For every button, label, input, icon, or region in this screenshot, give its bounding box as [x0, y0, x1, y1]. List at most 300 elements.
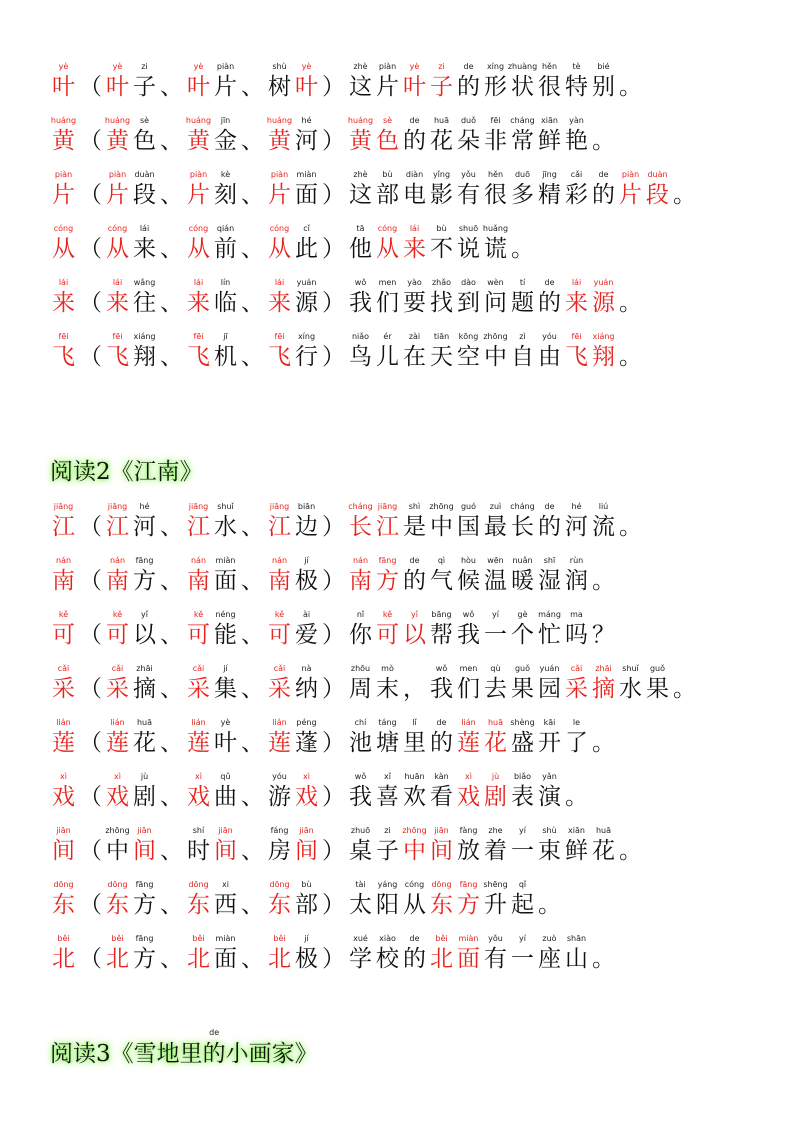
pinyin: duǒ — [460, 116, 477, 125]
char — [212, 663, 239, 704]
pinyin: hěn — [541, 62, 558, 71]
pinyin: hé — [139, 502, 150, 511]
hanzi: 方 — [133, 892, 156, 918]
pinyin: qì — [437, 556, 446, 565]
char — [374, 61, 401, 102]
pinyin: fāng — [135, 556, 154, 565]
hanzi: 一 — [511, 946, 534, 972]
pinyin: huā — [433, 116, 450, 125]
title-hanzi: 读 — [73, 1041, 96, 1067]
pinyin: wǒ — [462, 610, 475, 619]
hanzi: 色 — [376, 128, 399, 154]
highlighted-char — [266, 933, 293, 974]
char — [401, 501, 428, 542]
vocab-line — [50, 866, 698, 920]
highlighted-char — [104, 555, 131, 596]
pinyin: lián — [461, 718, 476, 727]
title-hanzi: 家 — [271, 1041, 295, 1067]
char — [131, 501, 158, 542]
char — [509, 61, 536, 102]
pinyin: huā — [595, 826, 612, 835]
pinyin: zhōu — [350, 664, 371, 673]
hanzi: 形 — [484, 74, 507, 100]
char — [131, 277, 158, 318]
hanzi: ， — [403, 676, 426, 702]
hanzi: 儿 — [376, 344, 399, 370]
pinyin: ài — [302, 610, 311, 619]
hanzi: 、 — [241, 892, 264, 918]
hanzi: 花 — [133, 730, 156, 756]
punctuation — [239, 879, 266, 920]
char — [131, 61, 158, 102]
hanzi: 有 — [484, 946, 507, 972]
pinyin: sè — [139, 116, 150, 125]
char — [212, 169, 239, 210]
pinyin: dōng — [53, 880, 74, 889]
title-char — [134, 445, 157, 488]
hanzi: 江 — [52, 514, 75, 540]
hanzi: （ — [79, 128, 102, 154]
pinyin: guó — [460, 502, 477, 511]
pinyin: nán — [190, 556, 207, 565]
pinyin: wǎng — [133, 278, 156, 287]
punctuation — [239, 825, 266, 866]
char — [428, 717, 455, 758]
highlighted-char — [590, 277, 617, 318]
pinyin: le — [572, 718, 581, 727]
char — [347, 663, 374, 704]
hanzi: 自 — [511, 344, 534, 370]
hanzi: 水 — [214, 514, 237, 540]
pinyin: hé — [571, 502, 582, 511]
hanzi: 多 — [511, 182, 534, 208]
char — [212, 223, 239, 264]
hanzi: 南 — [268, 568, 291, 594]
title-hanzi: 南 — [156, 459, 180, 485]
highlighted-char — [185, 609, 212, 650]
pinyin: miàn — [458, 934, 479, 943]
pinyin: zhuàng — [507, 62, 538, 71]
char — [293, 115, 320, 156]
pinyin: péng — [296, 718, 317, 727]
char — [590, 825, 617, 866]
highlighted-char — [185, 771, 212, 812]
hanzi: 部 — [376, 182, 399, 208]
punctuation — [320, 933, 347, 974]
pinyin: lái — [139, 224, 150, 233]
hanzi: 可 — [52, 622, 75, 648]
hanzi: 莲 — [52, 730, 75, 756]
highlighted-char — [293, 771, 320, 812]
pinyin: lái — [409, 224, 420, 233]
punctuation — [239, 717, 266, 758]
pinyin: jiān — [299, 826, 314, 835]
pinyin: nuǎn — [512, 556, 533, 565]
pinyin: bāng — [431, 610, 452, 619]
hanzi: 片 — [187, 182, 210, 208]
pinyin: cháng — [510, 116, 535, 125]
title-hanzi: 3 — [96, 1041, 111, 1067]
hanzi: 常 — [511, 128, 534, 154]
pinyin: ér — [383, 332, 392, 341]
punctuation — [320, 277, 347, 318]
punctuation — [320, 115, 347, 156]
pinyin: fēi — [490, 116, 501, 125]
char — [293, 879, 320, 920]
highlighted-char — [293, 61, 320, 102]
hanzi: 花 — [484, 730, 507, 756]
hanzi: 的 — [403, 946, 426, 972]
pinyin: de — [409, 116, 420, 125]
pinyin: dōng — [188, 880, 209, 889]
pinyin: qǐ — [518, 880, 527, 889]
punctuation — [320, 61, 347, 102]
hanzi: 方 — [376, 568, 399, 594]
char — [428, 555, 455, 596]
pinyin: liú — [598, 502, 609, 511]
hanzi: 戏 — [52, 784, 75, 810]
pinyin: qù — [490, 664, 501, 673]
punctuation — [77, 555, 104, 596]
pinyin: dōng — [269, 880, 290, 889]
hanzi: 演 — [538, 784, 561, 810]
pinyin: yè — [112, 62, 123, 71]
vocab-line — [50, 650, 698, 704]
char — [293, 169, 320, 210]
hanzi: 摘 — [592, 676, 615, 702]
pinyin: kōng — [458, 332, 479, 341]
title-char — [272, 1027, 295, 1070]
char — [428, 771, 455, 812]
highlighted-char — [455, 933, 482, 974]
pinyin: cóng — [404, 880, 425, 889]
punctuation — [77, 169, 104, 210]
char — [347, 609, 374, 650]
char — [509, 933, 536, 974]
hanzi: 长 — [349, 514, 372, 540]
highlighted-char — [131, 825, 158, 866]
highlighted-char — [185, 115, 212, 156]
hanzi: 源 — [592, 290, 615, 316]
punctuation — [77, 61, 104, 102]
hanzi: 行 — [295, 344, 318, 370]
char — [374, 331, 401, 372]
punctuation — [158, 879, 185, 920]
punctuation — [320, 771, 347, 812]
title-char — [73, 1027, 96, 1070]
highlighted-char — [455, 771, 482, 812]
hanzi: 从 — [376, 236, 399, 262]
pinyin: fēi — [193, 332, 204, 341]
char — [293, 933, 320, 974]
char — [347, 771, 374, 812]
punctuation — [671, 663, 698, 704]
char — [401, 277, 428, 318]
char — [347, 61, 374, 102]
char — [428, 501, 455, 542]
hanzi: ） — [322, 514, 345, 540]
vocab-line — [50, 264, 698, 318]
hanzi: 、 — [160, 514, 183, 540]
char — [590, 501, 617, 542]
pinyin: shèng — [510, 718, 535, 727]
pinyin: tài — [355, 880, 366, 889]
punctuation — [77, 663, 104, 704]
hanzi: ？ — [592, 622, 615, 648]
pinyin: xi — [222, 880, 229, 889]
hanzi: 国 — [457, 514, 480, 540]
highlighted-char — [104, 223, 131, 264]
highlighted-char — [185, 879, 212, 920]
title-char — [226, 1027, 249, 1070]
char — [563, 555, 590, 596]
pinyin: běi — [57, 934, 70, 943]
pinyin: piàn — [378, 62, 397, 71]
hanzi: 叶 — [403, 74, 426, 100]
hanzi: 。 — [592, 730, 615, 756]
hanzi: 摘 — [133, 676, 156, 702]
hanzi: 集 — [214, 676, 237, 702]
title-char — [50, 1027, 73, 1070]
pinyin: rùn — [569, 556, 584, 565]
char — [482, 501, 509, 542]
pinyin: zhāi — [595, 664, 612, 673]
pinyin: zhōng — [483, 332, 508, 341]
hanzi: 的 — [538, 514, 561, 540]
char — [509, 331, 536, 372]
pinyin: zi — [141, 62, 148, 71]
char — [590, 61, 617, 102]
vocab-line — [50, 318, 698, 372]
pinyin: yè — [409, 62, 420, 71]
pinyin: xiáng — [133, 332, 156, 341]
highlighted-char — [185, 277, 212, 318]
char — [509, 771, 536, 812]
pinyin: jí — [223, 664, 228, 673]
pinyin: jiān — [137, 826, 152, 835]
char — [563, 609, 590, 650]
pinyin: lín — [220, 278, 231, 287]
char — [347, 169, 374, 210]
pinyin: bié — [597, 62, 610, 71]
punctuation — [239, 169, 266, 210]
vocab-line — [50, 48, 698, 102]
punctuation — [536, 879, 563, 920]
char — [536, 169, 563, 210]
hanzi: 鸟 — [349, 344, 372, 370]
pinyin: jiāng — [377, 502, 398, 511]
hanzi: 北 — [430, 946, 453, 972]
highlighted-char — [374, 609, 401, 650]
hanzi: 这 — [349, 74, 372, 100]
highlighted-char — [266, 555, 293, 596]
hanzi: 从 — [268, 236, 291, 262]
hanzi: 座 — [538, 946, 561, 972]
hanzi: 的 — [457, 74, 480, 100]
pinyin: wǒ — [354, 772, 367, 781]
hanzi: 南 — [187, 568, 210, 594]
section-title — [50, 1022, 318, 1070]
highlighted-char — [104, 501, 131, 542]
punctuation — [590, 555, 617, 596]
pinyin: zhe — [488, 826, 503, 835]
highlighted-char — [50, 771, 77, 812]
char — [212, 879, 239, 920]
hanzi: 源 — [295, 290, 318, 316]
pinyin: hòu — [460, 556, 477, 565]
hanzi: 湿 — [538, 568, 561, 594]
char — [536, 555, 563, 596]
pinyin: zì — [519, 332, 526, 341]
hanzi: 花 — [592, 838, 615, 864]
hanzi: 表 — [511, 784, 534, 810]
highlighted-char — [563, 663, 590, 704]
pinyin: yǐ — [141, 610, 148, 619]
hanzi: 起 — [511, 892, 534, 918]
hanzi: 剧 — [484, 784, 507, 810]
char — [428, 663, 455, 704]
char — [131, 609, 158, 650]
highlighted-char — [428, 933, 455, 974]
hanzi: 暖 — [511, 568, 534, 594]
hanzi: 、 — [241, 946, 264, 972]
pinyin: cǎi — [192, 664, 205, 673]
hanzi: （ — [79, 514, 102, 540]
punctuation — [617, 277, 644, 318]
punctuation — [158, 331, 185, 372]
hanzi: 别 — [592, 74, 615, 100]
hanzi: ） — [322, 730, 345, 756]
punctuation — [320, 717, 347, 758]
pinyin: piàn — [621, 170, 640, 179]
char — [428, 331, 455, 372]
hanzi: 我 — [457, 622, 480, 648]
pinyin: zhǎo — [431, 278, 452, 287]
highlighted-char — [50, 609, 77, 650]
hanzi: 极 — [295, 568, 318, 594]
highlighted-char — [347, 555, 374, 596]
hanzi: 可 — [268, 622, 291, 648]
char — [293, 717, 320, 758]
hanzi: 叶 — [214, 730, 237, 756]
hanzi: 是 — [403, 514, 426, 540]
hanzi: 到 — [457, 290, 480, 316]
hanzi: 、 — [160, 946, 183, 972]
pinyin: bù — [436, 224, 447, 233]
pinyin: xíng — [297, 332, 316, 341]
hanzi: ） — [322, 74, 345, 100]
hanzi: ） — [322, 892, 345, 918]
char — [374, 663, 401, 704]
pinyin: shuǐ — [622, 664, 639, 673]
hanzi: 面 — [214, 946, 237, 972]
hanzi: （ — [79, 568, 102, 594]
punctuation — [239, 663, 266, 704]
section-title — [50, 440, 698, 488]
pinyin: nà — [301, 664, 312, 673]
hanzi: 。 — [619, 344, 642, 370]
highlighted-char — [50, 277, 77, 318]
hanzi: 片 — [376, 74, 399, 100]
pinyin: jí — [304, 934, 309, 943]
pinyin: kàn — [434, 772, 449, 781]
hanzi: 面 — [214, 568, 237, 594]
char — [401, 331, 428, 372]
hanzi: 帮 — [430, 622, 453, 648]
char — [482, 609, 509, 650]
punctuation — [158, 771, 185, 812]
hanzi: 河 — [133, 514, 156, 540]
hanzi: 我 — [349, 784, 372, 810]
char — [482, 663, 509, 704]
hanzi: 片 — [268, 182, 291, 208]
hanzi: 子 — [376, 838, 399, 864]
hanzi: 前 — [214, 236, 237, 262]
title-char — [157, 445, 180, 488]
hanzi: 临 — [214, 290, 237, 316]
char — [131, 555, 158, 596]
hanzi: 此 — [295, 236, 318, 262]
hanzi: 、 — [160, 622, 183, 648]
char — [428, 609, 455, 650]
hanzi: 面 — [457, 946, 480, 972]
title-hanzi: 的 — [202, 1041, 226, 1067]
hanzi: （ — [79, 676, 102, 702]
hanzi: ） — [322, 568, 345, 594]
hanzi: 边 — [295, 514, 318, 540]
hanzi: 非 — [484, 128, 507, 154]
highlighted-char — [50, 663, 77, 704]
pinyin: néng — [215, 610, 236, 619]
highlighted-char — [185, 501, 212, 542]
vocab-line — [50, 812, 698, 866]
highlighted-char — [185, 223, 212, 264]
char — [482, 169, 509, 210]
hanzi: 很 — [538, 74, 561, 100]
hanzi: 。 — [673, 676, 696, 702]
title-char — [96, 1027, 111, 1070]
pinyin: cóng — [377, 224, 398, 233]
hanzi: 、 — [241, 514, 264, 540]
pinyin: xué — [353, 934, 368, 943]
punctuation — [158, 277, 185, 318]
hanzi: 间 — [295, 838, 318, 864]
hanzi: 中 — [106, 838, 129, 864]
hanzi: ） — [322, 182, 345, 208]
highlighted-char — [185, 331, 212, 372]
punctuation — [320, 223, 347, 264]
char — [131, 879, 158, 920]
hanzi: 温 — [484, 568, 507, 594]
hanzi: 东 — [187, 892, 210, 918]
hanzi: 。 — [673, 182, 696, 208]
highlighted-char — [401, 609, 428, 650]
hanzi: 太 — [349, 892, 372, 918]
highlighted-char — [50, 501, 77, 542]
pinyin: dōng — [431, 880, 452, 889]
hanzi: 着 — [484, 838, 507, 864]
hanzi: 间 — [52, 838, 75, 864]
hanzi: 片 — [106, 182, 129, 208]
char — [374, 933, 401, 974]
pinyin: nǐ — [356, 610, 365, 619]
hanzi: 从 — [187, 236, 210, 262]
pinyin: de — [598, 170, 609, 179]
highlighted-char — [185, 555, 212, 596]
char — [131, 223, 158, 264]
hanzi: 部 — [295, 892, 318, 918]
hanzi: 莲 — [268, 730, 291, 756]
